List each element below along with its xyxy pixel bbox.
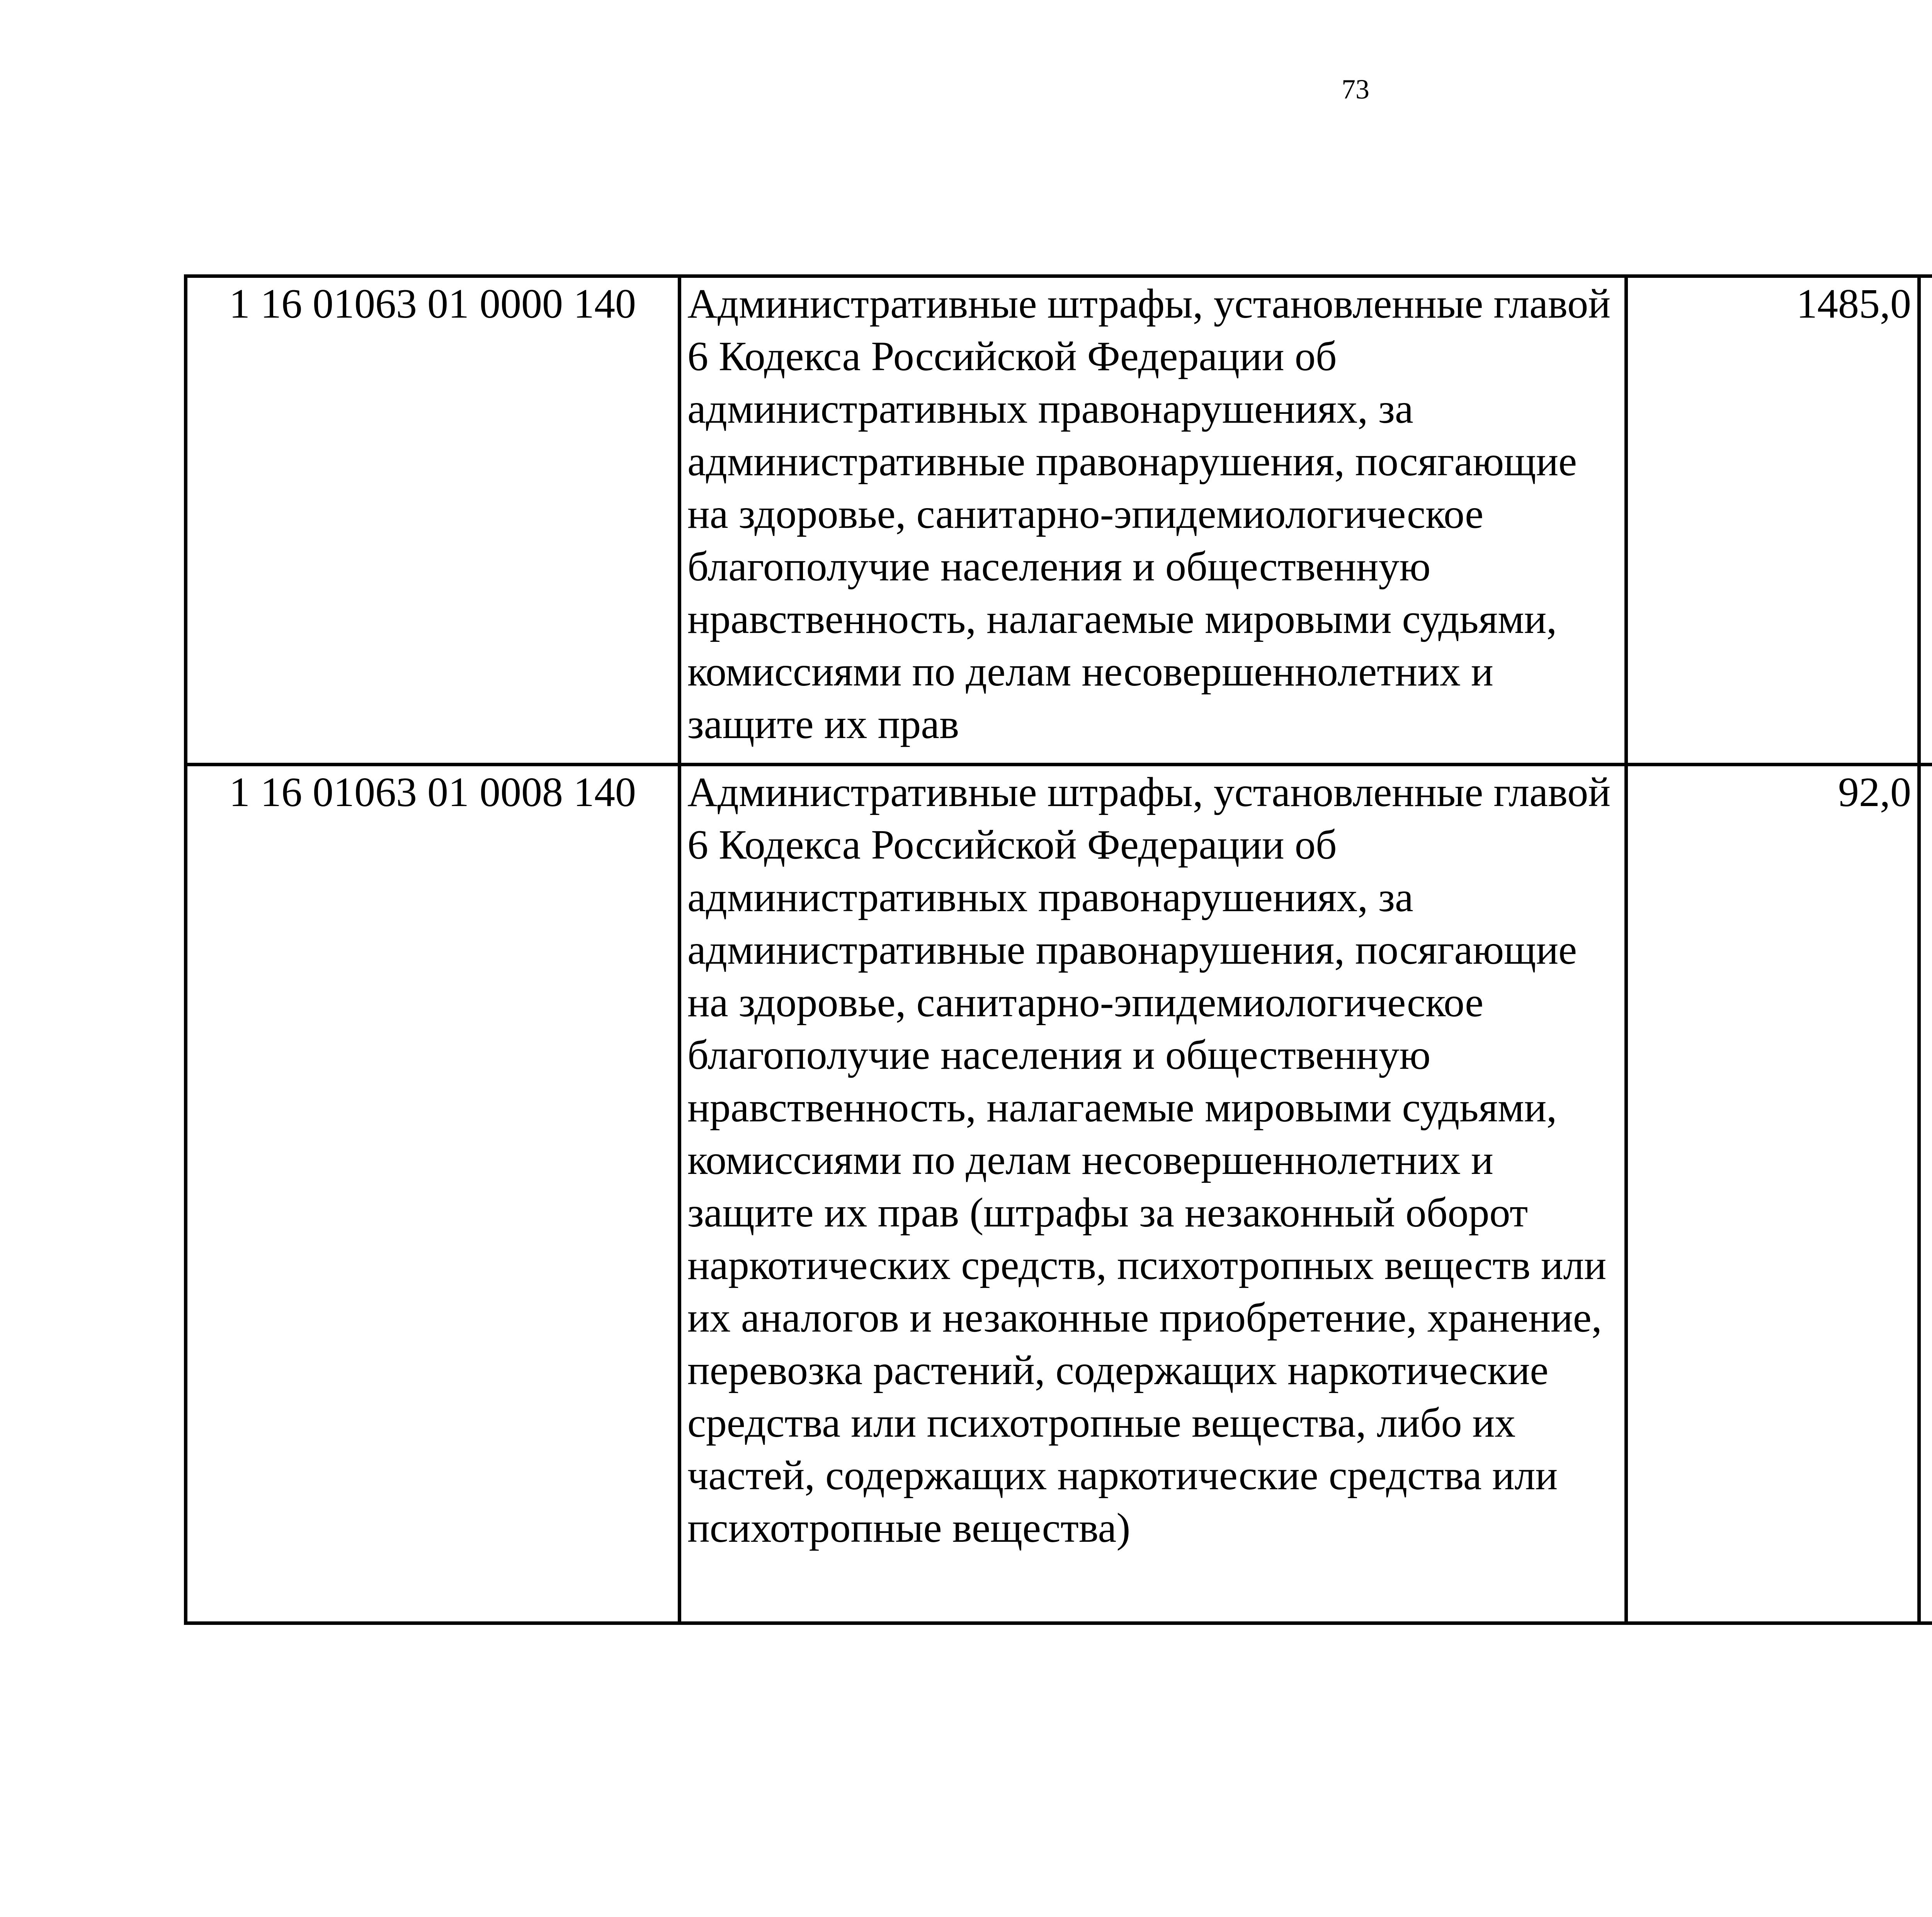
value-cell-year-1: 1485,0 bbox=[1626, 276, 1919, 765]
value-cell-year-2 bbox=[1919, 765, 1932, 1623]
page-number: 73 bbox=[1342, 74, 1369, 105]
value-cell-year-2 bbox=[1919, 276, 1932, 765]
value-cell-year-1: 92,0 bbox=[1626, 765, 1919, 1623]
budget-code-cell: 1 16 01063 01 0008 140 bbox=[186, 765, 680, 1623]
budget-code-cell: 1 16 01063 01 0000 140 bbox=[186, 276, 680, 765]
description-cell: Административные штрафы, установленные главой 6 Кодекса Российской Федерации об административных правонарушениях, за административные правонарушения, посягающие на здоровье, санитарно-эпидемиологическое благополучие населения и общественную нравственность, налагаемые мировыми судьями, комиссиями по делам несовершеннолетних и защите их прав (штрафы за незаконный оборот наркотических средств, психотропных веществ или их аналогов и незаконные приобретение, хранение, перевозка растений, содержащих наркотические средства или психотропные вещества, либо их частей, содержащих наркотические средства или психотропные вещества) bbox=[680, 765, 1626, 1623]
table-row bbox=[186, 765, 1932, 1623]
description-cell: Административные штрафы, установленные главой 6 Кодекса Российской Федерации об административных правонарушениях, за административные правонарушения, посягающие на здоровье, санитарно-эпидемиологическое благополучие населения и общественную нравственность, налагаемые мировыми судьями, комиссиями по делам несовершеннолетних и защите их прав bbox=[680, 276, 1626, 765]
revenue-table bbox=[184, 274, 1932, 1625]
table-row bbox=[186, 276, 1932, 765]
